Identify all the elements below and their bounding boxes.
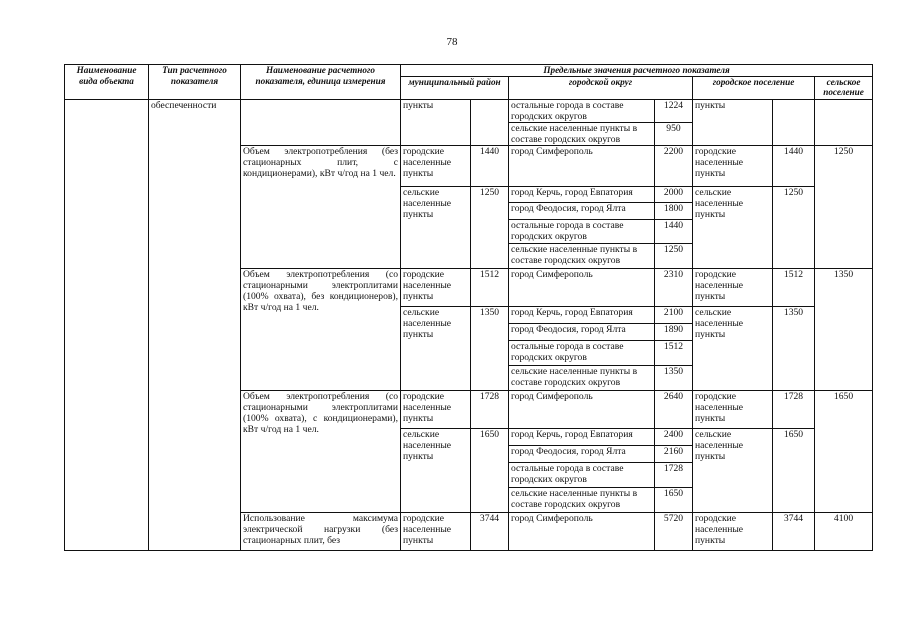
go-name: город Феодосия, город Ялта xyxy=(509,445,655,462)
go-value: 1728 xyxy=(655,462,693,487)
header-city-district: городской округ xyxy=(509,76,693,99)
mr-value: 1728 xyxy=(471,390,509,428)
object-type-cell xyxy=(65,390,149,512)
go-name: город Керчь, город Евпатория xyxy=(509,428,655,445)
gp-value: 1350 xyxy=(773,306,815,390)
mr-value: 1350 xyxy=(471,306,509,390)
go-value: 1440 xyxy=(655,219,693,243)
mr-value: 3744 xyxy=(471,512,509,550)
header-object-type: Наименование вида объекта xyxy=(65,65,149,100)
gp-value: 1650 xyxy=(773,428,815,512)
mr-label: сельские населенные пункты xyxy=(401,428,471,512)
go-name: остальные города в составе городских округов xyxy=(509,340,655,365)
go-name: остальные города в составе городских округов xyxy=(509,99,655,122)
go-value: 2310 xyxy=(655,268,693,306)
sp-value xyxy=(815,99,873,145)
go-name: сельские населенные пункты в составе городских округов xyxy=(509,365,655,390)
gp-value xyxy=(773,99,815,145)
indicator-name-cell xyxy=(241,99,401,145)
go-value: 1224 xyxy=(655,99,693,122)
go-name: город Феодосия, город Ялта xyxy=(509,202,655,219)
gp-value: 1440 xyxy=(773,145,815,186)
indicator-name-cell: Объем электропотребления (со стационарными электроплитами (100% охвата), без кондиционеров), кВт ч/год на 1 чел. xyxy=(241,268,401,390)
mr-label: сельские населенные пункты xyxy=(401,186,471,268)
gp-label: сельские населенные пункты xyxy=(693,306,773,390)
object-type-cell xyxy=(65,268,149,390)
indicator-name-cell: Объем электропотребления (без стационарных плит, с кондиционерами), кВт ч/год на 1 чел. xyxy=(241,145,401,268)
indicator-type-cell xyxy=(149,268,241,390)
indicator-type-cell xyxy=(149,145,241,268)
go-value: 950 xyxy=(655,122,693,145)
go-name: остальные города в составе городских округов xyxy=(509,462,655,487)
mr-label: городские населенные пункты xyxy=(401,512,471,550)
go-name: город Симферополь xyxy=(509,390,655,428)
object-type-cell xyxy=(65,99,149,145)
mr-value: 1650 xyxy=(471,428,509,512)
sp-value: 4100 xyxy=(815,512,873,550)
gp-label: пункты xyxy=(693,99,773,145)
gp-label: городские населенные пункты xyxy=(693,268,773,306)
gp-label: сельские населенные пункты xyxy=(693,428,773,512)
go-value: 2200 xyxy=(655,145,693,186)
mr-value: 1512 xyxy=(471,268,509,306)
go-name: остальные города в составе городских округов xyxy=(509,219,655,243)
go-name: город Симферополь xyxy=(509,268,655,306)
sp-value: 1350 xyxy=(815,268,873,390)
go-value: 2400 xyxy=(655,428,693,445)
header-urban-settlement: городское поселение xyxy=(693,76,815,99)
page-number: 78 xyxy=(446,36,458,48)
go-value: 1250 xyxy=(655,243,693,268)
go-name: город Керчь, город Евпатория xyxy=(509,306,655,323)
gp-value: 1512 xyxy=(773,268,815,306)
gp-value: 3744 xyxy=(773,512,815,550)
gp-label: сельские населенные пункты xyxy=(693,186,773,268)
gp-label: городские населенные пункты xyxy=(693,145,773,186)
sp-value: 1250 xyxy=(815,145,873,268)
go-name: город Феодосия, город Ялта xyxy=(509,323,655,340)
indicator-type-cell xyxy=(149,512,241,550)
go-name: сельские населенные пункты в составе городских округов xyxy=(509,122,655,145)
header-indicator-name: Наименование расчетного показателя, единица измерения xyxy=(241,65,401,100)
mr-label: городские населенные пункты xyxy=(401,390,471,428)
go-value: 2100 xyxy=(655,306,693,323)
indicator-type-cell: обеспеченности xyxy=(149,99,241,145)
go-value: 1800 xyxy=(655,202,693,219)
gp-label: городские населенные пункты xyxy=(693,512,773,550)
indicator-type-cell xyxy=(149,390,241,512)
header-rural-settlement: сельское поселение xyxy=(815,76,873,99)
gp-value: 1250 xyxy=(773,186,815,268)
go-value: 1650 xyxy=(655,487,693,512)
gp-label: городские населенные пункты xyxy=(693,390,773,428)
go-value: 2640 xyxy=(655,390,693,428)
go-name: сельские населенные пункты в составе городских округов xyxy=(509,487,655,512)
header-municipal-district: муниципальный район xyxy=(401,76,509,99)
mr-value: 1440 xyxy=(471,145,509,186)
go-value: 1512 xyxy=(655,340,693,365)
indicator-name-cell: Объем электропотребления (со стационарными электроплитами (100% охвата), с кондиционерами), кВт ч/год на 1 чел. xyxy=(241,390,401,512)
go-value: 2160 xyxy=(655,445,693,462)
mr-label: городские населенные пункты xyxy=(401,268,471,306)
mr-value xyxy=(471,99,509,145)
go-name: город Симферополь xyxy=(509,512,655,550)
go-name: город Симферополь xyxy=(509,145,655,186)
mr-label: сельские населенные пункты xyxy=(401,306,471,390)
object-type-cell xyxy=(65,512,149,550)
go-value: 2000 xyxy=(655,186,693,202)
mr-value: 1250 xyxy=(471,186,509,268)
mr-label: городские населенные пункты xyxy=(401,145,471,186)
gp-value: 1728 xyxy=(773,390,815,428)
header-limit-values: Предельные значения расчетного показателя xyxy=(401,65,873,77)
mr-label: пункты xyxy=(401,99,471,145)
go-value: 5720 xyxy=(655,512,693,550)
go-value: 1350 xyxy=(655,365,693,390)
sp-value: 1650 xyxy=(815,390,873,512)
go-name: сельские населенные пункты в составе городских округов xyxy=(509,243,655,268)
header-indicator-type: Тип расчетного показателя xyxy=(149,65,241,100)
go-value: 1890 xyxy=(655,323,693,340)
indicator-table xyxy=(64,64,873,551)
object-type-cell xyxy=(65,145,149,268)
go-name: город Керчь, город Евпатория xyxy=(509,186,655,202)
indicator-name-cell: Использование максимума электрической нагрузки (без стационарных плит, без xyxy=(241,512,401,550)
